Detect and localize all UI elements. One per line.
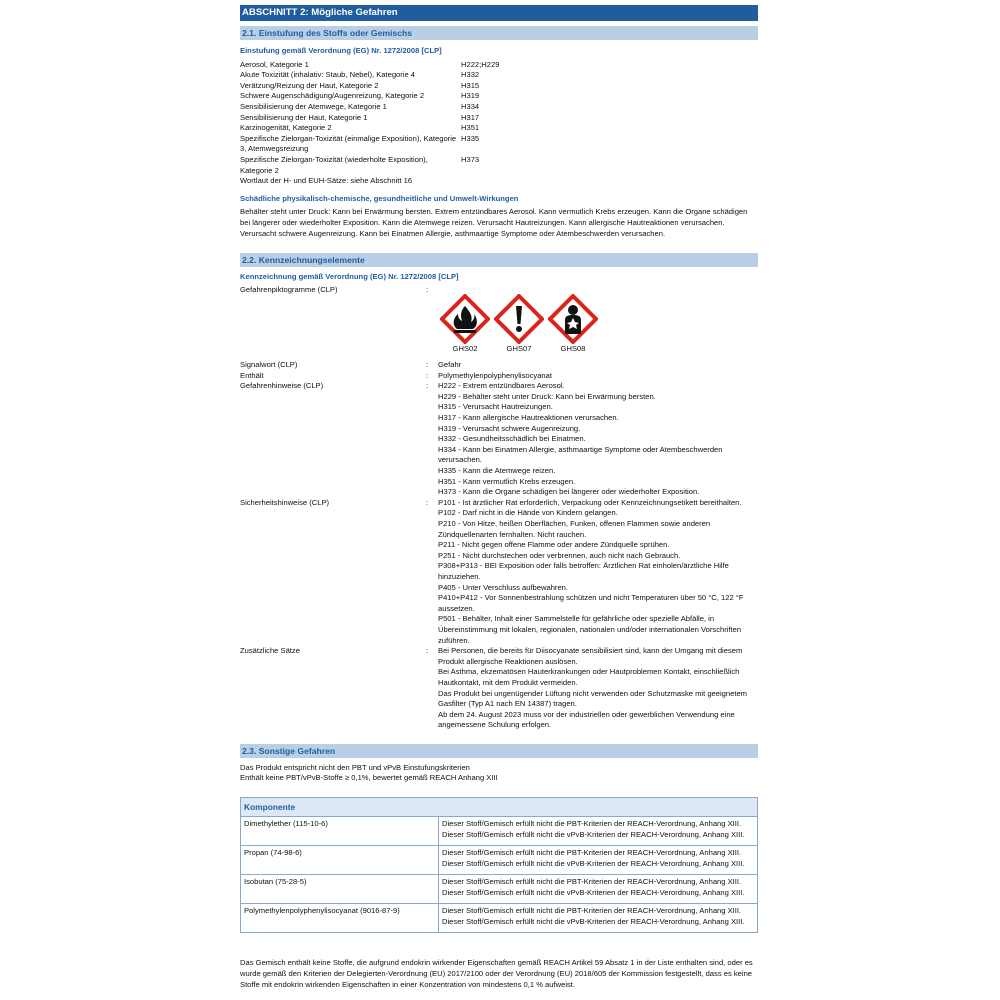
classification-row: Aerosol, Kategorie 1 H222;H229 [240, 59, 500, 69]
pictogram-ghs07: GHS07 [492, 294, 546, 355]
pictogram-ghs02: GHS02 [438, 294, 492, 355]
pictogram-ghs08: GHS08 [546, 294, 600, 355]
hazard-statements: H222 - Extrem entzündbares Aerosol. H229 - Behälter steht unter Druck: Kann bei Erwärmung bersten. H315 - Verursacht Hautreizungen. H317 - Kann allergische Hautreaktionen verursachen. H319 - Verursacht schwere Augenreizung. H332 - Gesundheitsschädlich bei Einatmen. H334 - Kann bei Einatmen Allergie, asthmaartige Symptome oder Atembeschwerden verursachen. H335 - Kann die Atemwege reizen. H351 - Kann vermutlich Krebs erzeugen. H373 - Kann die Organe schädigen bei längerer oder wiederholter Exposition. [438, 381, 723, 497]
signal-word-row: Signalwort (CLP) : Gefahr [240, 360, 462, 370]
subsection-2-2-title: 2.2. Kennzeichnungselemente [240, 253, 758, 267]
clp-labelling-title: Kennzeichnung gemäß Verordnung (EG) Nr. 1272/2008 [CLP] [240, 272, 459, 282]
subsection-2-1-title: 2.1. Einstufung des Stoffs oder Gemischs [240, 26, 758, 40]
health-hazard-icon [548, 294, 598, 344]
endocrine-text: Das Gemisch enthält keine Stoffe, die aufgrund endokrin wirkender Eigenschaften gemäß REACH Artikel 59 Absatz 1 in der Liste enthalten sind, oder es wurde gemäß den Kriterien der Delegierten-Verordnung (EU) 2017/2100 oder der Verordnung (EU) 2018/605 der Kommission festgestellt, dass es keine Stoffe mit endokrin wirkenden Eigenschaften in einer Konzentration von mindestens 0,1 % aufweist. [240, 958, 753, 990]
pbt-vpvb-line: Enthält keine PBT/vPvB-Stoffe ≥ 0,1%, bewertet gemäß REACH Anhang XIII [240, 773, 498, 783]
wortlaut-note: Wortlaut der H- und EUH-Sätze: siehe Abschnitt 16 [240, 176, 413, 186]
component-table [240, 797, 758, 933]
effects-text: Behälter steht unter Druck: Kann bei Erwärmung bersten. Extrem entzündbares Aerosol. Kann vermutlich Krebs erzeugen. Kann die Organe schädigen bei längerer oder wiederholter Exposition. Kann die Atemwege reizen. Verursacht Hautreizungen. Kann allergische Hautreaktionen verursachen. Verursacht schwere Augenreizung. Kann bei Einatmen Allergie, asthmaartige Symptome oder Atembeschwerden verursachen. [240, 207, 748, 239]
section-title: ABSCHNITT 2: Mögliche Gefahren [240, 5, 758, 21]
clp-classification-title: Einstufung gemäß Verordnung (EG) Nr. 1272/2008 [CLP] [240, 46, 442, 55]
exclamation-icon [494, 294, 544, 344]
table-header-row [241, 798, 758, 817]
classification-row: Akute Toxizität (inhalativ: Staub, Nebel), Kategorie 4 H332 [240, 70, 480, 80]
precautionary-statements: P101 - Ist ärztlicher Rat erforderlich, Verpackung oder Kennzeichnungsetikett bereithalten. P102 - Darf nicht in die Hände von Kindern gelangen. P210 - Von Hitze, heißen Oberflächen, Funken, offenen Flammen sowie anderen Zündquellenarten fernhalten. Nicht rauchen. P211 - Nicht gegen offene Flamme oder andere Zündquelle sprühen. P251 - Nicht durchstechen oder verbrennen, auch nicht nach Gebrauch. P308+P313 - BEI Exposition oder falls betroffen: Ärztlichen Rat einholen/ärztliche Hilfe hinzuziehen. P405 - Unter Verschluss aufbewahren. P410+P412 - Vor Sonnenbestrahlung schützen und nicht Temperaturen über 50 °C, 122 °F aussetzen. P501 - Behälter, Inhalt einer Sammelstelle für gefährliche oder spezielle Abfälle, in Übereinstimmung mit lokalen, regionalen, nationalen und/oder internationalen Vorschriften zuführen. [438, 497, 744, 645]
pbt-line: Das Produkt entspricht nicht den PBT und vPvB Einstufungskriterien [240, 762, 470, 772]
additional-statements-row: Zusätzliche Sätze : Bei Personen, die bereits für Diisocyanate sensibilisiert sind, kann der Umgang mit diesem Produkt allergische Reaktionen auslösen. Bei Asthma, ekzematösen Hauterkrankungen oder Hautproblemen Kontakt, einschließlich Hautkontakt, mit dem Produkt vermeiden. Das Produkt bei ungenügender Lüftung nicht verwenden oder Schutzmaske mit geeignetem Gasfilter (Typ A1 nach EN 14387) tragen. Ab dem 24. August 2023 muss vor der industriellen oder gewerblichen Verwendung eine angemessene Schulung erfolgen. [240, 646, 758, 731]
classification-row: Spezifische Zielorgan-Toxizität (einmalige Exposition), Kategorie 3, Atemwegsreizung H335 [240, 133, 480, 154]
classification-row: Spezifische Zielorgan-Toxizität (wiederholte Exposition), Kategorie 2 H373 [240, 154, 480, 175]
additional-statements: Bei Personen, die bereits für Diisocyanate sensibilisiert sind, kann der Umgang mit diesem Produkt allergische Reaktionen auslösen. Bei Asthma, ekzematösen Hauterkrankungen oder Hautproblemen Kontakt, einschließlich Hautkontakt, mit dem Produkt vermeiden. Das Produkt bei ungenügender Lüftung nicht verwenden oder Schutzmaske mit geeignetem Gasfilter (Typ A1 nach EN 14387) tragen. Ab dem 24. August 2023 muss vor der industriellen oder gewerblichen Verwendung eine angemessene Schulung erfolgen. [438, 646, 748, 730]
classification-row: Karzinogenität, Kategorie 2 H351 [240, 123, 480, 133]
precautionary-statements-row: Sicherheitshinweise (CLP) : P101 - Ist ärztlicher Rat erforderlich, Verpackung oder Kennzeichnungsetikett bereithalten. P102 - Darf nicht in die Hände von Kindern gelangen. P210 - Von Hitze, heißen Oberflächen, Funken, offenen Flammen sowie anderen Zündquellenarten fernhalten. Nicht rauchen. P211 - Nicht gegen offene Flamme oder andere Zündquelle sprühen. P251 - Nicht durchstechen oder verbrennen, auch nicht nach Gebrauch. P308+P313 - BEI Exposition oder falls betroffen: Ärztlichen Rat einholen/ärztliche Hilfe hinzuziehen. P405 - Unter Verschluss aufbewahren. P410+P412 - Vor Sonnenbestrahlung schützen und nicht Temperaturen über 50 °C, 122 °F aussetzen. P501 - Behälter, Inhalt einer Sammelstelle für gefährliche oder spezielle Abfälle, in Übereinstimmung mit lokalen, regionalen, nationalen und/oder internationalen Vorschriften zuführen. [240, 498, 758, 646]
pictogram-label-row: Gefahrenpiktogramme (CLP) : [240, 284, 429, 294]
sds-section-2 [240, 5, 758, 990]
classification-list [240, 60, 758, 177]
table-row: Isobutan (75-28-5) Dieser Stoff/Gemisch erfüllt nicht die PBT-Kriterien der REACH-Verordnung, Anhang XIII. Dieser Stoff/Gemisch erfüllt nicht die vPvB-Kriterien der REACH-Verordnung, Anhang XIII. [241, 875, 758, 904]
subsection-2-3-title: 2.3. Sonstige Gefahren [240, 744, 758, 758]
classification-row: Sensibilisierung der Haut, Kategorie 1 H317 [240, 112, 480, 122]
flame-icon [440, 294, 490, 344]
table-header: Komponente [241, 798, 758, 817]
table-row: Polymethylenpolyphenylisocyanat (9016-87-9) Dieser Stoff/Gemisch erfüllt nicht die PBT-Kriterien der REACH-Verordnung, Anhang XIII. Dieser Stoff/Gemisch erfüllt nicht die vPvB-Kriterien der REACH-Verordnung, Anhang XIII. [241, 904, 758, 933]
table-row: Dimethylether (115-10-6) Dieser Stoff/Gemisch erfüllt nicht die PBT-Kriterien der REACH-Verordnung, Anhang XIII. Dieser Stoff/Gemisch erfüllt nicht die vPvB-Kriterien der REACH-Verordnung, Anhang XIII. [241, 817, 758, 846]
contains-row: Enthält : Polymethylenpolyphenylisocyanat [240, 370, 552, 380]
effects-title: Schädliche physikalisch-chemische, gesundheitliche und Umwelt-Wirkungen [240, 193, 519, 203]
pictogram-row [240, 294, 758, 355]
classification-row: Verätzung/Reizung der Haut, Kategorie 2 H315 [240, 80, 480, 90]
classification-row: Schwere Augenschädigung/Augenreizung, Kategorie 2 H319 [240, 91, 480, 101]
hazard-statements-row: Gefahrenhinweise (CLP) : H222 - Extrem entzündbares Aerosol. H229 - Behälter steht unter Druck: Kann bei Erwärmung bersten. H315 - Verursacht Hautreizungen. H317 - Kann allergische Hautreaktionen verursachen. H319 - Verursacht schwere Augenreizung. H332 - Gesundheitsschädlich bei Einatmen. H334 - Kann bei Einatmen Allergie, asthmaartige Symptome oder Atembeschwerden verursachen. H335 - Kann die Atemwege reizen. H351 - Kann vermutlich Krebs erzeugen. H373 - Kann die Organe schädigen bei längerer oder wiederholter Exposition. [240, 381, 758, 498]
table-row: Propan (74-98-6) Dieser Stoff/Gemisch erfüllt nicht die PBT-Kriterien der REACH-Verordnung, Anhang XIII. Dieser Stoff/Gemisch erfüllt nicht die vPvB-Kriterien der REACH-Verordnung, Anhang XIII. [241, 846, 758, 875]
classification-row: Sensibilisierung der Atemwege, Kategorie 1 H334 [240, 101, 480, 111]
